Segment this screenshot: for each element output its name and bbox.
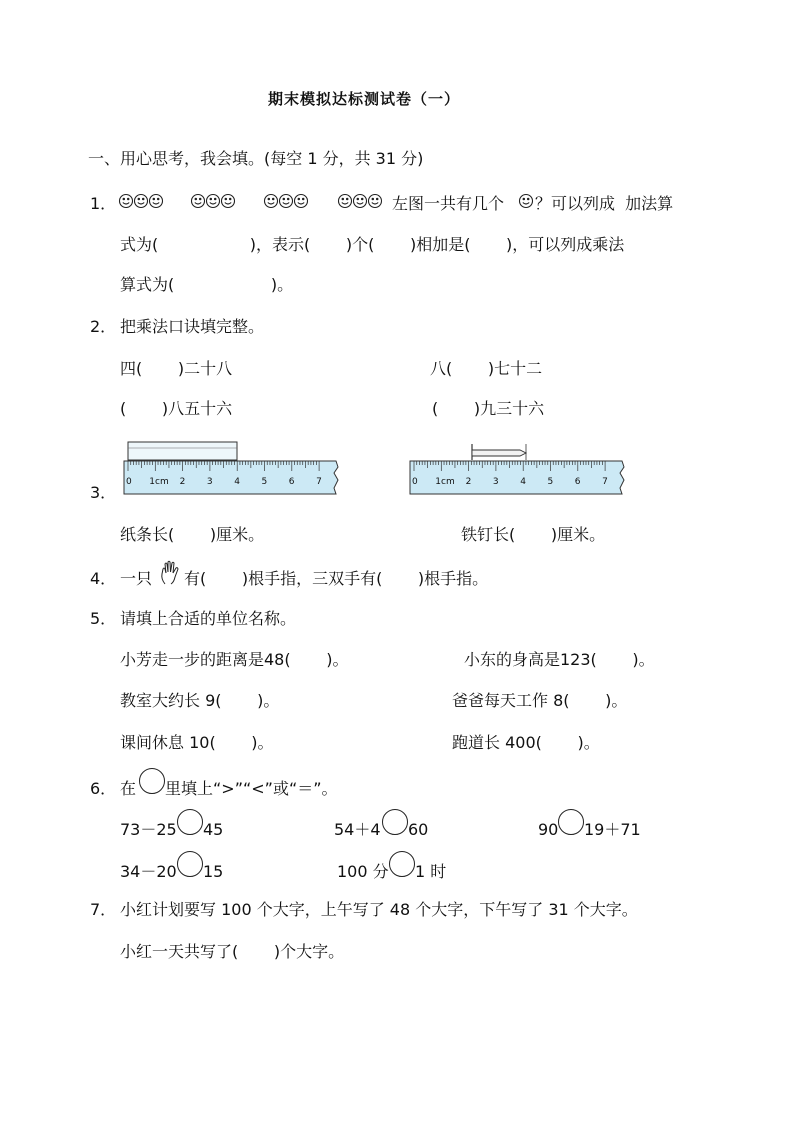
ruler-label: 6 bbox=[574, 477, 581, 487]
q2-item-b: 八( )七十二 bbox=[430, 359, 543, 378]
hand-icon bbox=[158, 560, 182, 586]
q2-number: 2． bbox=[90, 317, 117, 336]
smiley-icon bbox=[518, 190, 534, 212]
q6-expr3-right: 19＋71 bbox=[584, 820, 641, 839]
q6-expr1-left: 73－25 bbox=[120, 820, 177, 839]
q7-text-line1: 小红计划要写 100 个大字，上午写了 48 个大字，下午写了 31 个大字。 bbox=[120, 900, 638, 919]
q5-item-e: 课间休息 10( )。 bbox=[120, 733, 274, 752]
answer-circle bbox=[387, 849, 417, 879]
answer-circle bbox=[137, 766, 167, 796]
q1-text-line2: 式为( )，表示( )个( )相加是( )，可以列成乘法 bbox=[120, 235, 625, 254]
q4-number: 4． bbox=[90, 569, 117, 588]
ruler-label: 5 bbox=[547, 477, 554, 487]
answer-circle bbox=[556, 807, 586, 837]
q1-text-line3: 算式为( )。 bbox=[120, 275, 294, 294]
q6-expr4-left: 34－20 bbox=[120, 862, 177, 881]
ruler-label: 3 bbox=[492, 477, 499, 487]
ruler-nail bbox=[408, 440, 630, 498]
ruler-label: 0 bbox=[126, 477, 132, 487]
page-title: 期末模拟达标测试卷（一） bbox=[268, 90, 461, 108]
q6-text-a: 在 bbox=[120, 779, 137, 798]
ruler-label: 0 bbox=[412, 477, 418, 487]
q4-text-b: 有( )根手指，三双手有( )根手指。 bbox=[184, 569, 489, 588]
q6-expr5-left: 100 分 bbox=[337, 862, 389, 881]
ruler-paper-strip bbox=[122, 440, 344, 498]
q6-expr2-left: 54＋4 bbox=[334, 820, 381, 839]
ruler-label: 3 bbox=[206, 477, 213, 487]
q6-expr4-right: 15 bbox=[203, 862, 224, 881]
q3-paper-text: 纸条长( )厘米。 bbox=[120, 525, 265, 544]
q5-item-a: 小芳走一步的距离是48( )。 bbox=[120, 650, 349, 669]
q7-number: 7． bbox=[90, 900, 117, 919]
q1-text-part1: 左图一共有几个 bbox=[392, 194, 505, 213]
smiley-faces-figure bbox=[118, 190, 398, 212]
section-heading: 一、用心思考，我会填。(每空 1 分，共 31 分) bbox=[88, 149, 424, 168]
ruler-label: 6 bbox=[288, 477, 295, 487]
q5-item-d: 爸爸每天工作 8( )。 bbox=[452, 691, 628, 710]
ruler-label: 4 bbox=[520, 477, 526, 487]
q2-item-a: 四( )二十八 bbox=[120, 359, 233, 378]
answer-circle bbox=[175, 807, 205, 837]
q2-text: 把乘法口诀填完整。 bbox=[120, 317, 265, 336]
q6-expr5-right: 1 时 bbox=[415, 862, 447, 881]
ruler-label: 4 bbox=[234, 477, 240, 487]
q6-expr1-right: 45 bbox=[203, 820, 224, 839]
ruler-label: 1cm bbox=[435, 477, 455, 487]
q6-expr3-left: 90 bbox=[538, 820, 559, 839]
ruler-label: 5 bbox=[261, 477, 268, 487]
q5-item-f: 跑道长 400( )。 bbox=[452, 733, 600, 752]
q3-number: 3． bbox=[90, 483, 117, 502]
q5-text: 请填上合适的单位名称。 bbox=[120, 609, 297, 628]
q2-item-d: ( )九三十六 bbox=[432, 399, 545, 418]
ruler-label: 2 bbox=[465, 477, 472, 487]
ruler-label: 7 bbox=[602, 477, 608, 487]
q1-text-part2: ？可以列成 加法算 bbox=[535, 194, 674, 213]
q2-item-c: ( )八五十六 bbox=[120, 399, 233, 418]
q5-item-c: 教室大约长 9( )。 bbox=[120, 691, 280, 710]
ruler-label: 2 bbox=[179, 477, 186, 487]
ruler-label: 7 bbox=[316, 477, 322, 487]
answer-circle bbox=[380, 807, 410, 837]
q4-text-a: 一只 bbox=[120, 569, 153, 588]
answer-circle bbox=[175, 849, 205, 879]
q6-expr2-right: 60 bbox=[408, 820, 429, 839]
q1-number: 1． bbox=[90, 194, 117, 213]
q6-number: 6． bbox=[90, 779, 117, 798]
q3-nail-text: 铁钉长( )厘米。 bbox=[461, 525, 606, 544]
q5-number: 5． bbox=[90, 609, 117, 628]
q7-text-line2: 小红一天共写了( )个大字。 bbox=[120, 942, 345, 961]
q5-item-b: 小东的身高是123( )。 bbox=[464, 650, 655, 669]
q6-text-b: 里填上“>”“<”或“＝”。 bbox=[165, 779, 338, 798]
ruler-label: 1cm bbox=[149, 477, 169, 487]
